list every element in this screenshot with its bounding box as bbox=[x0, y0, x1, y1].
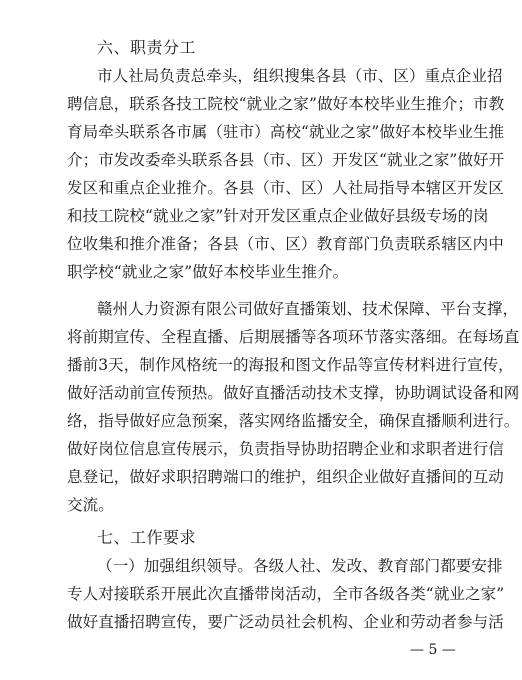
paragraph-line: 发区和重点企业推介。各县（市、区）人社局指导本辖区开发区 bbox=[67, 179, 504, 197]
paragraph-line: 播前3天，制作风格统一的海报和图文作品等宣传材料进行宣传， bbox=[67, 356, 514, 374]
paragraph-line: 聘信息，联系各技工院校“就业之家”做好本校毕业生推介；市教 bbox=[67, 95, 505, 113]
paragraph-line: 做好直播招聘宣传，要广泛动员社会机构、企业和劳动者参与活 bbox=[67, 613, 504, 631]
paragraph-line: 育局牵头联系各市属（驻市）高校“就业之家”做好本校毕业生推 bbox=[67, 123, 505, 141]
paragraph-line: 赣州人力资源有限公司做好直播策划、技术保障、平台支撑， bbox=[97, 300, 519, 318]
paragraph-line: 做好活动前宣传预热。做好直播活动技术支撑，协助调试设备和网 bbox=[67, 384, 520, 402]
paragraph-line: 交流。 bbox=[67, 496, 114, 514]
section-six-heading: 六、职责分工 bbox=[97, 38, 197, 57]
paragraph-line: 络，指导做好应急预案，落实网络监播安全，确保直播顺利进行。 bbox=[67, 412, 520, 430]
paragraph-line: 介；市发改委牵头联系各县（市、区）开发区“就业之家”做好开 bbox=[67, 151, 505, 169]
paragraph-line: 市人社局负责总牵头，组织搜集各县（市、区）重点企业招 bbox=[97, 67, 503, 85]
paragraph-line: 专人对接联系开展此次直播带岗活动，全市各级各类“就业之家” bbox=[67, 585, 505, 603]
paragraph-line: 职学校“就业之家”做好本校毕业生推介。 bbox=[67, 263, 349, 281]
paragraph-line: 做好岗位信息宣传展示，负责指导协助招聘企业和求职者进行信 bbox=[67, 440, 504, 458]
paragraph-line: 息登记，做好求职招聘端口的维护，组织企业做好直播间的互动 bbox=[67, 468, 504, 486]
paragraph-line: （一）加强组织领导。各级人社、发改、教育部门都要安排 bbox=[97, 557, 503, 575]
section-seven-heading: 七、工作要求 bbox=[97, 528, 197, 547]
paragraph-line: 和技工院校“就业之家”针对开发区重点企业做好县级专场的岗 bbox=[67, 207, 489, 225]
paragraph-line: 位收集和推介准备；各县（市、区）教育部门负责联系辖区内中 bbox=[67, 235, 504, 253]
page-number: — 5 — bbox=[410, 642, 456, 658]
paragraph-line: 将前期宣传、全程直播、后期展播等各项环节落实落细。在每场直 bbox=[67, 328, 520, 346]
